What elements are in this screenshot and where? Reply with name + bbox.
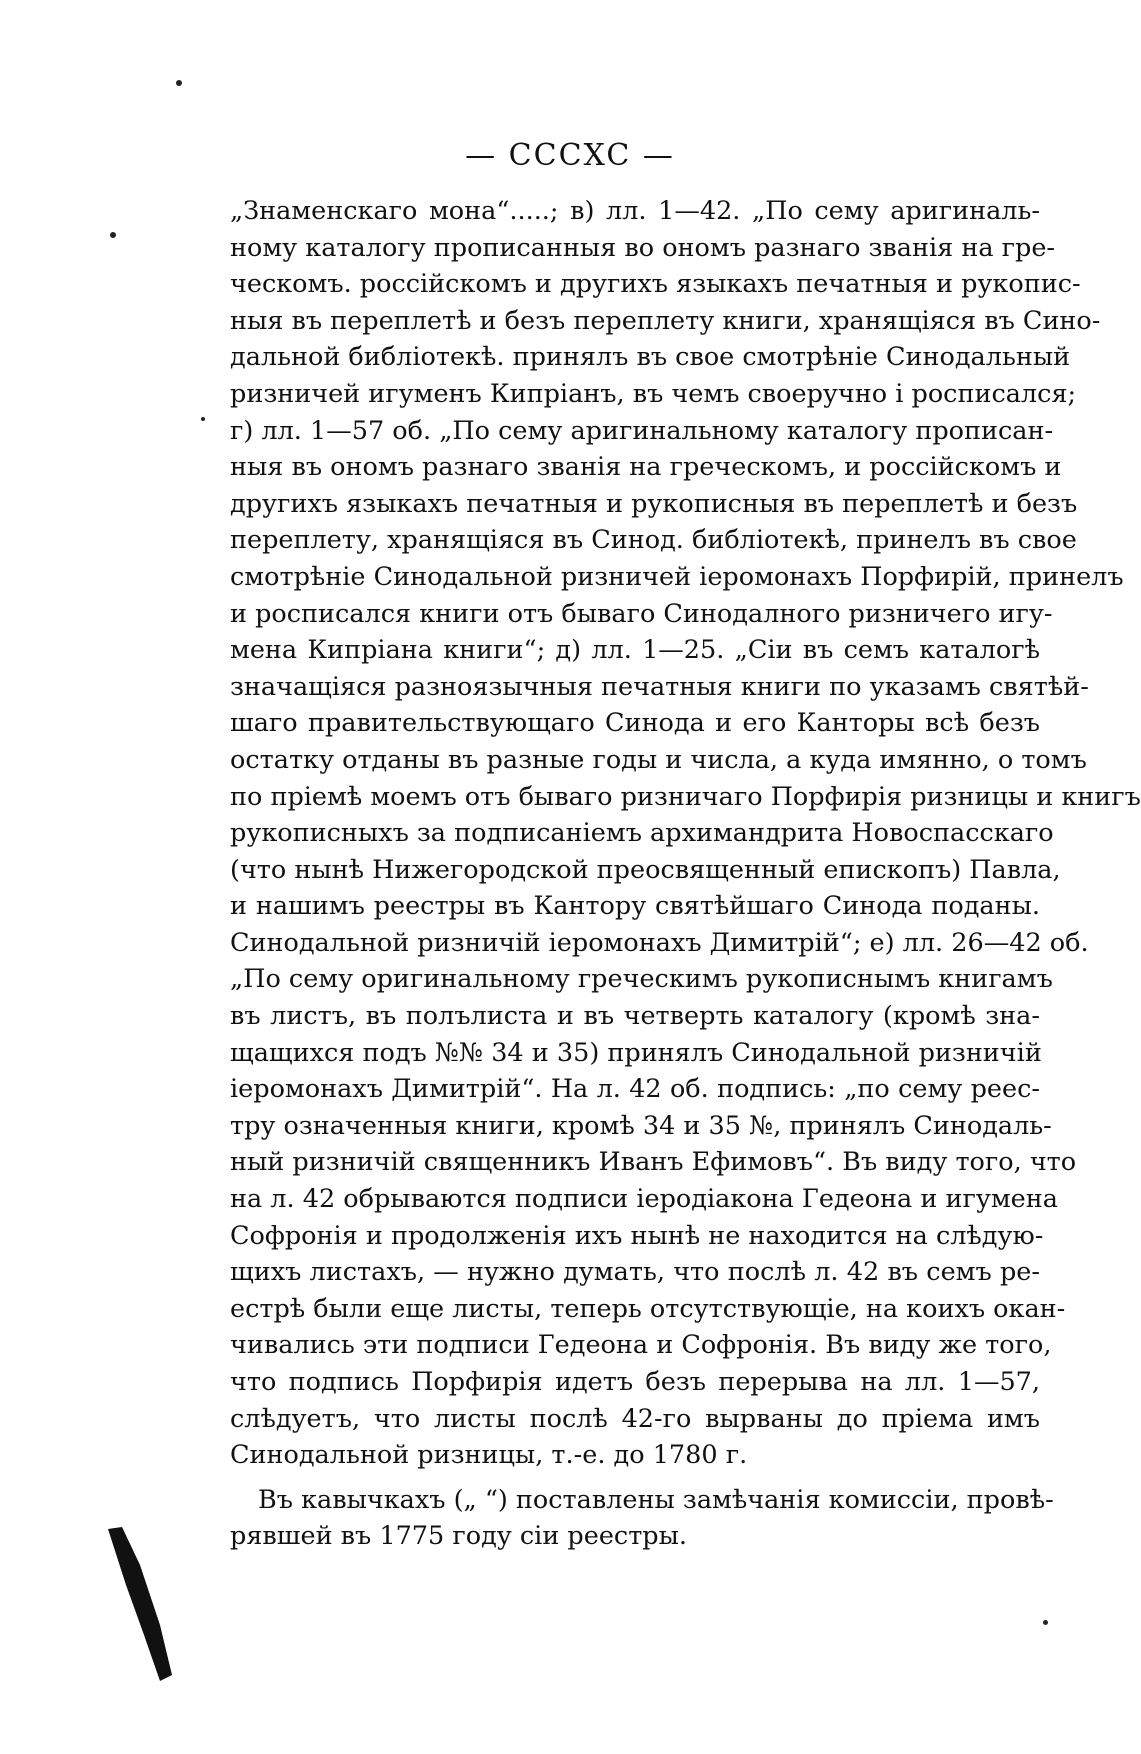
ink-stroke-mark (100, 1525, 180, 1685)
text-line: ризничей игуменъ Кипріанъ, въ чемъ своеручно і росписался; (230, 378, 1077, 409)
text-line: переплету, хранящіяся въ Синод. библіотекѣ, принелъ въ свое (230, 525, 1077, 556)
text-line: чивались эти подписи Гедеона и Софронія. Въ виду же того, (230, 1330, 1052, 1361)
text-line: по пріемѣ моемъ отъ бываго ризничаго Порфирія ризницы и книгъ (230, 781, 1141, 812)
text-line: шаго правительствующаго Синода и его Канторы всѣ безъ (230, 708, 1040, 739)
ink-speck (110, 232, 116, 238)
text-line: (что нынѣ Нижегородской преосвященный епископъ) Павла, (230, 854, 1061, 885)
text-line: значащіяся разноязычныя печатныя книги по указамъ святѣй- (230, 671, 1089, 702)
text-line: ный ризничій священникъ Иванъ Ефимовъ“. Въ виду того, что (230, 1147, 1077, 1178)
text-line: щихъ листахъ, — нужно думать, что послѣ л. 42 въ семъ ре- (230, 1257, 1040, 1288)
text-line: и росписался книги отъ бываго Синодалного ризничего игу- (230, 598, 1053, 629)
ink-stroke-path (108, 1527, 172, 1681)
text-line: рукописныхъ за подписаніемъ архимандрита Новоспасскаго (230, 818, 1054, 849)
ink-speck (201, 417, 205, 421)
paragraph-gap (230, 1474, 1040, 1482)
paragraph-2 (230, 1482, 1054, 1555)
text-line: мена Кипріана книги“; д) лл. 1—25. „Сіи въ семъ каталогѣ (230, 635, 1040, 666)
text-line: Софронія и продолженія ихъ нынѣ не находится на слѣдую- (230, 1220, 1044, 1251)
text-line: на л. 42 обрываются подписи іеродіакона Гедеона и игумена (230, 1184, 1058, 1215)
text-line: щащихся подъ №№ 34 и 35) принялъ Синодальной ризничій (230, 1037, 1042, 1068)
text-line: Въ кавычкахъ („ “) поставлены замѣчанія комиссіи, провѣ- (258, 1484, 1054, 1515)
text-line: смотрѣніе Синодальной ризничей іеромонахъ Порфирій, принелъ (230, 561, 1124, 592)
text-line: рявшей въ 1775 году сіи реестры. (230, 1521, 688, 1552)
text-line: дальной библіотекѣ. принялъ въ свое смотрѣніе Синодальный (230, 342, 1071, 373)
text-line: „Знаменскаго мона“.....; в) лл. 1—42. „По сему аригиналь- (230, 196, 1040, 226)
text-line: тру означенныя книги, кромѣ 34 и 35 №, принялъ Синодаль- (230, 1110, 1052, 1141)
text-line: ному каталогу прописанныя во ономъ разнаго званія на гре- (230, 232, 1056, 263)
page-number: — CCCXC — (465, 138, 675, 173)
text-line: остатку отданы въ разные годы и числа, а куда имянно, о томъ (230, 744, 1087, 775)
text-line: естрѣ были еще листы, теперь отсутствующіе, на коихъ окан- (230, 1293, 1066, 1324)
text-line: ныя въ переплетѣ и безъ переплету книги, хранящіяся въ Сино- (230, 305, 1101, 336)
text-line: ческомъ. россійскомъ и другихъ языкахъ печатныя и рукопис- (230, 269, 1081, 300)
text-line: другихъ языкахъ печатныя и рукописныя въ переплетѣ и безъ (230, 488, 1078, 519)
ink-speck (176, 80, 182, 86)
ink-speck (1043, 1620, 1048, 1625)
text-line: Синодальной ризничій іеромонахъ Димитрій“; е) лл. 26—42 об. (230, 927, 1089, 958)
text-line: и нашимъ реестры въ Кантору святѣйшаго Синода поданы. (230, 891, 1040, 922)
text-line: „По сему оригинальному греческимъ рукописнымъ книгамъ (230, 964, 1053, 995)
text-line: въ листъ, въ полълиста и въ четверть каталогу (кромѣ зна- (230, 1001, 1040, 1032)
text-line: слѣдуетъ, что листы послѣ 42-го вырваны до пріема имъ (230, 1403, 1040, 1434)
paragraph-1 (230, 193, 1141, 1474)
text-line: что подпись Порфирія идетъ безъ перерыва на лл. 1—57, (230, 1367, 1040, 1397)
text-line: Синодальной ризницы, т.-е. до 1780 г. (230, 1440, 748, 1471)
body-text (230, 193, 1141, 1555)
text-line: іеромонахъ Димитрій“. На л. 42 об. подпись: „по сему реес- (230, 1074, 1040, 1105)
text-line: г) лл. 1—57 об. „По сему аригинальному каталогу прописан- (230, 415, 1054, 446)
text-line: ныя въ ономъ разнаго званія на греческомъ, и россійскомъ и (230, 452, 1062, 483)
